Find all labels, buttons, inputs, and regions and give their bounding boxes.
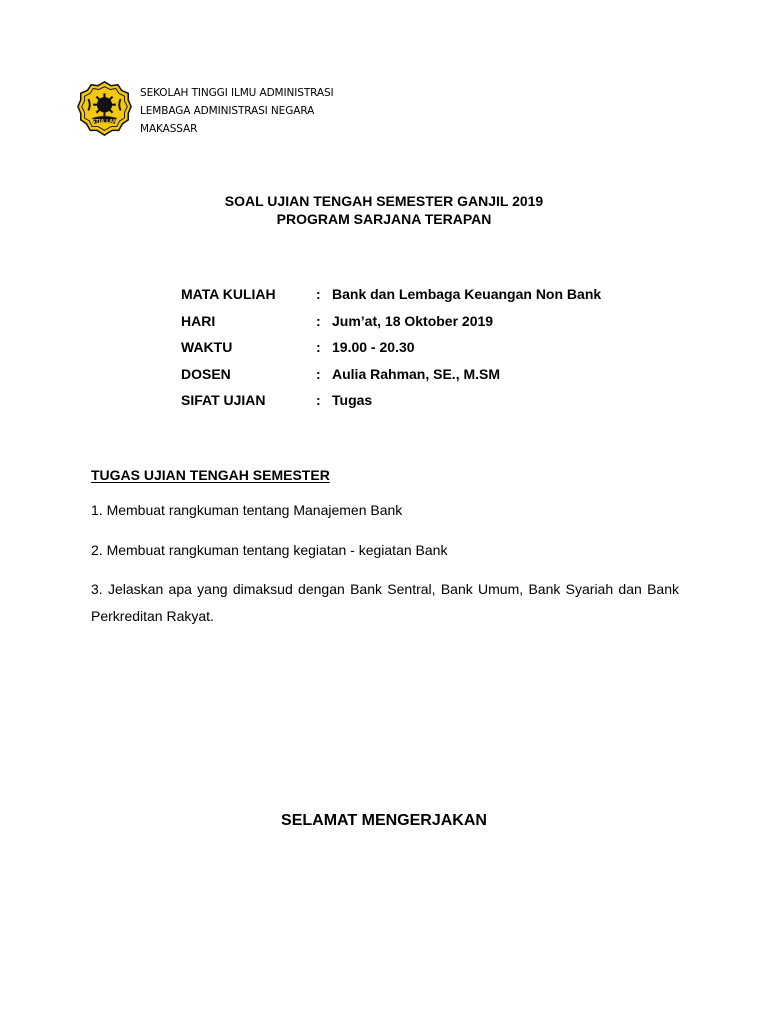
- task-item: 3. Jelaskan apa yang dimaksud dengan Bank Sentral, Bank Umum, Bank Syariah dan Bank Perkreditan Rakyat.: [91, 581, 679, 624]
- info-value: 19.00 - 20.30: [332, 339, 415, 356]
- info-label: HARI: [181, 312, 216, 329]
- info-separator: :: [316, 365, 321, 382]
- info-separator: :: [316, 339, 321, 356]
- institution-line: SEKOLAH TINGGI ILMU ADMINISTRASI: [140, 87, 334, 99]
- info-value: Jum’at, 18 Oktober 2019: [332, 312, 494, 329]
- task-item: 2. Membuat rangkuman tentang kegiatan - kegiatan Bank: [91, 542, 448, 558]
- exam-info-row: [181, 308, 601, 335]
- exam-info-row: [181, 281, 601, 308]
- info-value: Tugas: [332, 392, 373, 409]
- tasks-heading: TUGAS UJIAN TENGAH SEMESTER: [91, 467, 330, 483]
- closing-text: SELAMAT MENGERJAKAN: [281, 812, 487, 829]
- stia-lan-logo: [76, 80, 133, 137]
- title-line-2: PROGRAM SARJANA TERAPAN: [276, 211, 492, 227]
- info-separator: :: [316, 286, 321, 303]
- exam-info-table: [181, 281, 601, 414]
- info-label: WAKTU: [181, 339, 233, 356]
- info-label: SIFAT UJIAN: [181, 392, 266, 409]
- info-value: Bank dan Lembaga Keuangan Non Bank: [332, 286, 602, 303]
- logo-label: STIA LAN: [91, 118, 118, 125]
- exam-info-row: [181, 361, 601, 388]
- task-item: 1. Membuat rangkuman tentang Manajemen Bank: [91, 502, 403, 518]
- info-label: MATA KULIAH: [181, 286, 276, 303]
- info-value: Aulia Rahman, SE., M.SM: [332, 365, 501, 382]
- info-separator: :: [316, 392, 321, 409]
- exam-info-row: [181, 387, 601, 414]
- institution-line: LEMBAGA ADMINISTRASI NEGARA: [140, 105, 315, 117]
- institution-header: [140, 84, 334, 138]
- info-label: DOSEN: [181, 365, 231, 382]
- document-title: [0, 192, 768, 228]
- title-line-1: SOAL UJIAN TENGAH SEMESTER GANJIL 2019: [224, 193, 544, 209]
- info-separator: :: [316, 312, 321, 329]
- institution-line: MAKASSAR: [140, 123, 198, 135]
- exam-info-row: [181, 334, 601, 361]
